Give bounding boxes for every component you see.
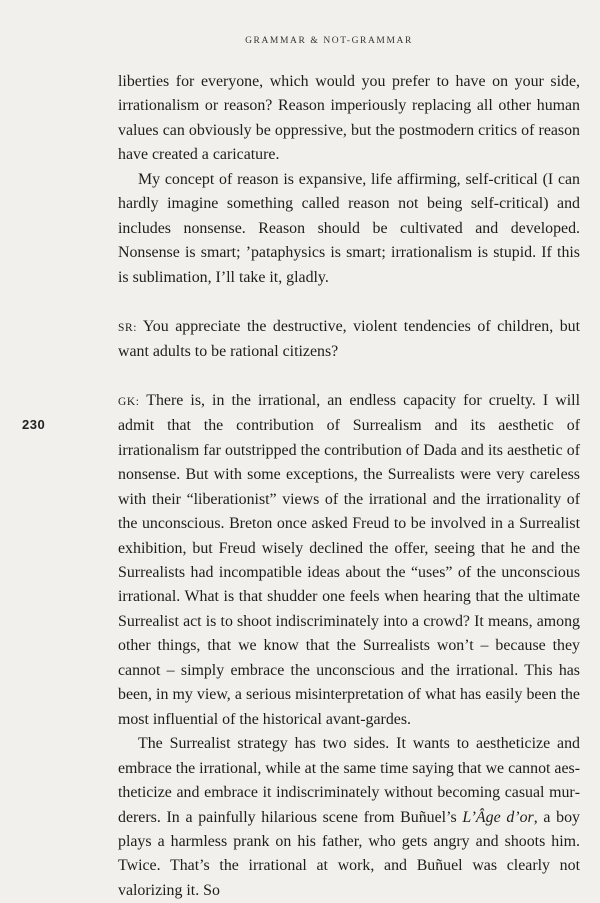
- paragraph-3: [118, 732, 580, 903]
- film-title: L’Âge d’or: [462, 808, 534, 826]
- body-text: [118, 70, 580, 903]
- speaker-label-sr: SR:: [118, 321, 137, 334]
- page-number: 230: [22, 417, 46, 432]
- answer-text: There is, in the irrational, an endless capacity for cruelty. I will admit that the contribution of Surrealism and its aesthetic of irrationalism far outstripped the contribution of Dada and its aesthetic of nonsense. But with some exceptions, the Surrealists were very careless with their “liberationist” views of the irrational and the irrationality of the unconscious. Breton once asked Freud to be involved in a Surrealist exhibition, but Freud wisely declined the offer, seeing that he and the Surrealists had incompatible ideas about the “uses” of the unconscious irrational. What is that shudder one feels when hearing that the ultimate Surrealist act is to shoot indiscriminately into a crowd? It means, among other things, that we know that the Surrealists won’t – because they cannot – simply embrace the unconscious and the irrational. This has been, in my view, a serious misinterpretation of what has easily been the most influential of the historical avant-gardes.: [118, 391, 580, 728]
- speaker-label-gk: GK:: [118, 395, 140, 408]
- question-sr: [118, 315, 580, 365]
- question-text: You appreciate the destructive, violent tendencies of children, but want adults to be rational citizens?: [118, 317, 580, 360]
- running-head: GRAMMAR & NOT-GRAMMAR: [245, 36, 413, 46]
- paragraph-1: liberties for everyone, which would you prefer to have on your side, irrationalism or reason? Reason imperiously replacing all other human values can obviously be oppressive, but the postmodern critics of reason have created a caricature.: [118, 73, 580, 164]
- paragraph-3-text-before: The Surrealist strategy has two sides. It wants to aestheticize and embrace the irrational, while at the same time saying that we cannot aestheticize and embrace it indiscriminately without becoming casual murderers. In a painfully hilarious scene from Buñuel’s: [118, 735, 580, 826]
- answer-gk: [118, 389, 580, 732]
- paragraph-2: My concept of reason is expansive, life affirming, self-critical (I can hardly imagine something called reason not being self-critical) and includes nonsense. Reason should be cultivated and developed. Nonsense is smart; ’pataphysics is smart; irrationalism is stupid. If this is sublimation, I’ll take it, gladly.: [118, 170, 580, 286]
- paragraph-3-text-after: , a boy plays a harmless prank on his father, who gets angry and shoots him. Twice. That’s the irrational at work, and Buñuel was clearly not valorizing it. So: [118, 808, 580, 899]
